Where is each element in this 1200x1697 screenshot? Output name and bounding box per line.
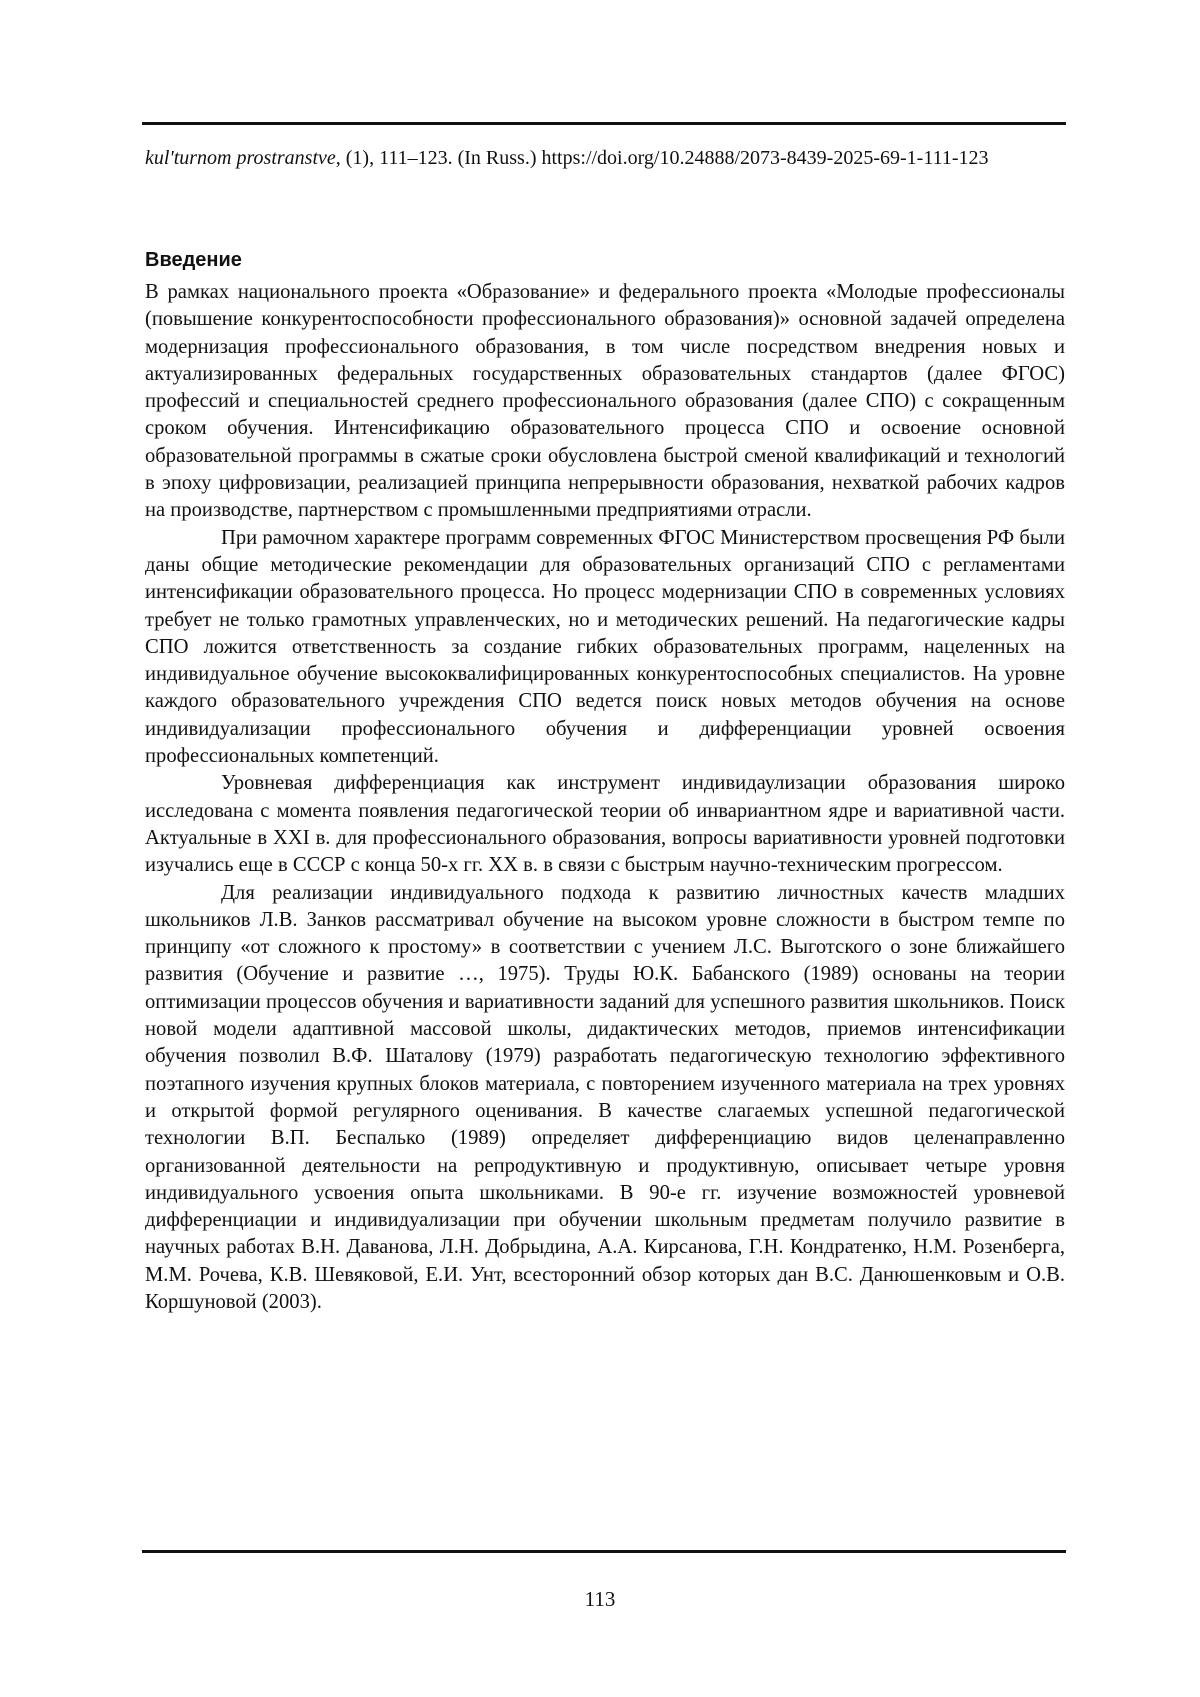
paragraph-1: В рамках национального проекта «Образование» и федерального проекта «Молодые профессионалы (повышение конкурентоспособности профессионального образования)» основной задачей определена модернизация профессионального образования, в том числе посредством внедрения новых и актуализированных федеральных государственных образовательных стандартов (далее ФГОС) профессий и специальностей среднего профессионального образования (далее СПО) с сокращенным сроком обучения. Интенсификацию образовательного процесса СПО и освоение основной образовательной программы в сжатые сроки обусловлена быстрой сменой квалификаций и технологий в эпоху цифровизации, реализацией принципа непрерывности образования, нехваткой рабочих кадров на производстве, партнерством с промышленными предприятиями отрасли.	[145, 281, 1065, 522]
article-body	[145, 279, 1065, 1316]
header-rule	[142, 122, 1066, 125]
paragraph-3: Уровневая дифференциация как инструмент индивидаулизации образования широко исследована с момента появления педагогической теории об инвариантном ядре и вариативной части. Актуальные в XXI в. для профессионального образования, вопросы вариативности уровней подготовки изучались еще в СССР с конца 50-х гг. XX в. в связи с быстрым научно-техническим прогрессом.	[145, 772, 1065, 877]
footer-rule	[142, 1550, 1066, 1553]
citation-continuation	[145, 144, 1065, 172]
citation-journal-title: kul'turnom prostranstve	[145, 147, 336, 169]
page-number: 113	[584, 1587, 616, 1611]
section-heading: Введение	[145, 249, 242, 271]
citation-details: , (1), 111–123. (In Russ.) https://doi.org/10.24888/2073-8439-2025-69-1-111-123	[335, 147, 989, 169]
paragraph-4: Для реализации индивидуального подхода к развитию личностных качеств младших школьников Л.В. Занков рассматривал обучение на высоком уровне сложности в быстром темпе по принципу «от сложного к простому» в соответствии с учением Л.С. Выготского о зоне ближайшего развития (Обучение и развитие …, 1975). Труды Ю.К. Бабанского (1989) основаны на теории оптимизации процессов обучения и вариативности заданий для успешного развития школьников. Поиск новой модели адаптивной массовой школы, дидактических методов, приемов интенсификации обучения позволил В.Ф. Шаталову (1979) разработать педагогическую технологию эффективного поэтапного изучения крупных блоков материала, с повторением изученного материала на трех уровнях и открытой формой регулярного оценивания. В качестве слагаемых успешной педагогической технологии В.П. Беспалько (1989) определяет дифференциацию видов целенаправленно организованной деятельности на репродуктивную и продуктивную, описывает четыре уровня индивидуального усвоения опыта школьниками. В 90-е гг. изучение возможностей уровневой дифференциации и индивидуализации при обучении школьным предметам получило развитие в научных работах В.Н. Даванова, Л.Н. Добрыдина, А.А. Кирсанова, Г.Н. Кондратенко, Н.М. Розенберга, М.М. Рочева, К.В. Шевяковой, Е.И. Унт, всесторонний обзор которых дан В.С. Данюшенковым и О.В. Коршуновой (2003).	[145, 881, 1065, 1313]
paragraph-2: При рамочном характере программ современных ФГОС Министерством просвещения РФ были даны общие методические рекомендации для образовательных организаций СПО с регламентами интенсификации образовательного процесса. Но процесс модернизации СПО в современных условиях требует не только грамотных управленческих, но и методических решений. На педагогические кадры СПО ложится ответственность за создание гибких образовательных программ, нацеленных на индивидуальное обучение высококвалифицированных конкурентоспособных специалистов. На уровне каждого образовательного учреждения СПО ведется поиск новых методов обучения на основе индивидуализации профессионального обучения и дифференциации уровней освоения профессиональных компетенций.	[145, 526, 1065, 768]
